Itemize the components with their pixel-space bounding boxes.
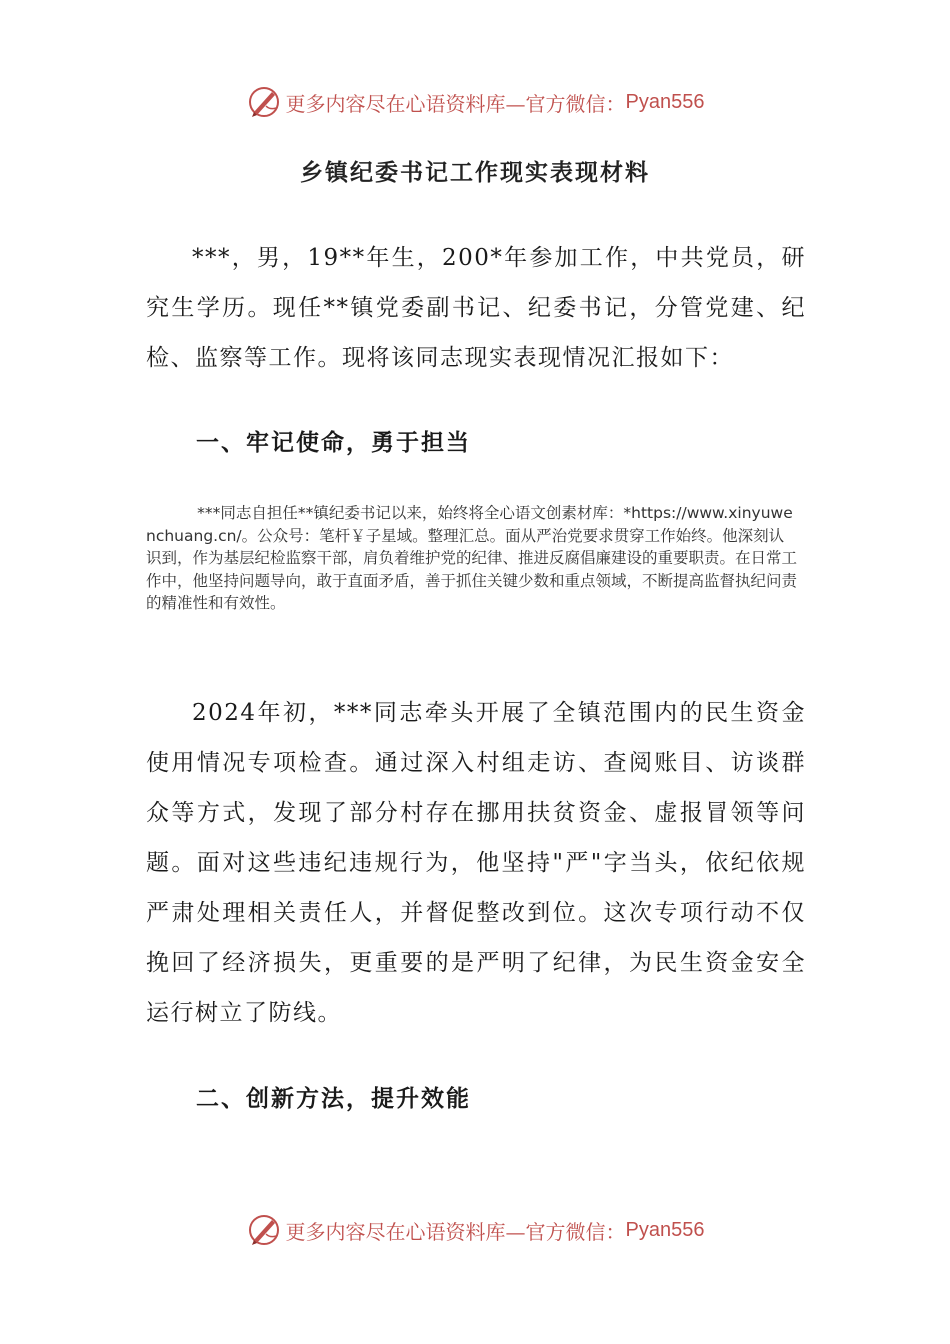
document-title: 乡镇纪委书记工作现实表现材料 (300, 159, 650, 186)
banner-text: 更多内容尽在心语资料库—官方微信： (285, 91, 626, 116)
intro-paragraph: ***，男，19**年生，200*年参加工作，中共党员，研究生学历。现任**镇党委副书记、纪委书记，分管党建、纪检、监察等工作。现将该同志现实表现情况汇报如下： (146, 245, 806, 371)
section-2-heading: 二、创新方法，提升效能 (196, 1085, 471, 1112)
footer-banner (0, 1210, 950, 1250)
banner-text: 更多内容尽在心语资料库—官方微信： (285, 1219, 626, 1244)
banner-wechat-id: Pyan556 (625, 1218, 705, 1241)
section-1-small-paragraph: ***同志自担任**镇纪委书记以来，始终将全心语文创素材库：*https://www.xinyuwenchuang.cn/。公众号：笔杆￥子星域。整理汇总。面从严治党要求贯穿工作始终。他深刻认识到，作为基层纪检监察干部，肩负着维护党的纪律、推进反腐倡廉建设的重要职责。在日常工作中，他坚持问题导向，敢于直面矛盾，善于抓住关键少数和重点领域，不断提高监督执纪问责的精准性和有效性。 (146, 504, 798, 612)
section-1-heading: 一、牢记使命，勇于担当 (196, 429, 471, 456)
pen-logo-icon (246, 84, 282, 120)
banner-wechat-id: Pyan556 (625, 90, 705, 113)
pen-logo-icon (246, 1212, 282, 1248)
header-banner (0, 82, 950, 122)
section-1-paragraph-2: 2024年初，***同志牵头开展了全镇范围内的民生资金使用情况专项检查。通过深入村组走访、查阅账目、访谈群众等方式，发现了部分村存在挪用扶贫资金、虚报冒领等问题。面对这些违纪违规行为，他坚持"严"字当头，依纪依规严肃处理相关责任人，并督促整改到位。这次专项行动不仅挽回了经济损失，更重要的是严明了纪律，为民生资金安全运行树立了防线。 (146, 700, 806, 1026)
